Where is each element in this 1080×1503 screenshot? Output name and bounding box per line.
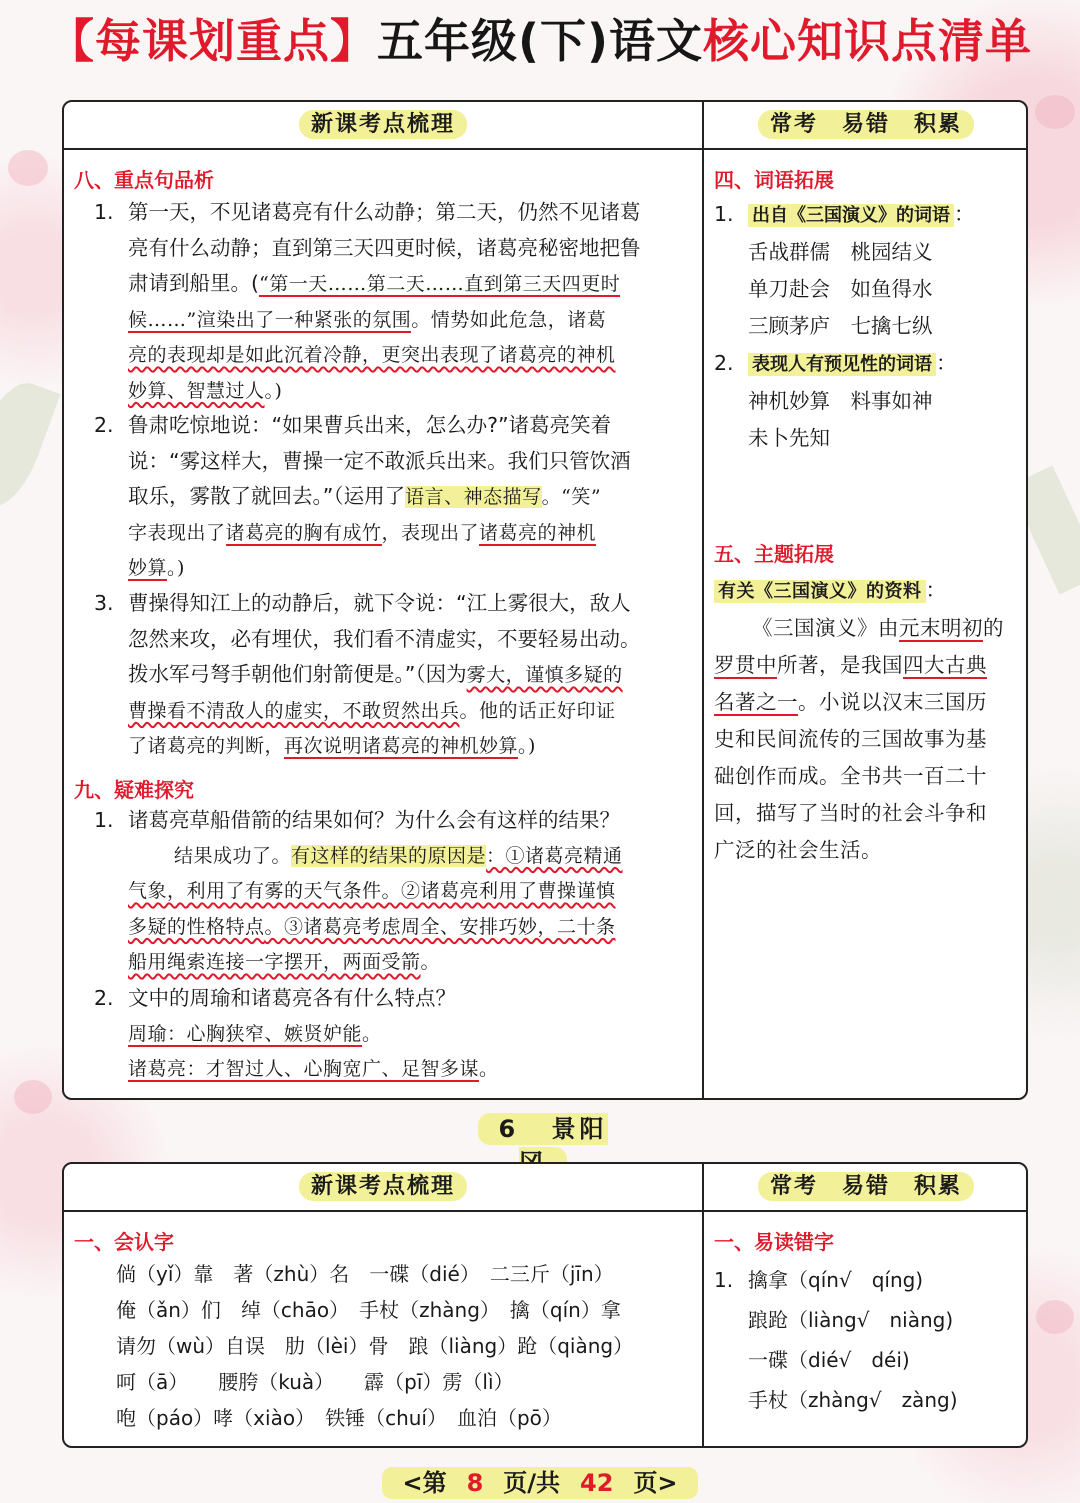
sentence-3: 3. 曹操得知江上的动静后，就下令说：“江上雾很大，敌人 忽然来攻，必有埋伏，我们看不清虚实，不要轻易出动。 拨水军弓弩手朝他们射箭便是。”（因为雾大，谨慎多疑的 曹操看不清敌人的虚实，不敢贸然出兵。他的话正好印证 了诸葛亮的判断，再次说明诸葛亮的神机妙算。) <box>94 591 641 757</box>
left-header: 新课考点梳理 <box>64 108 702 142</box>
petal-decoration <box>1036 1300 1074 1334</box>
right-header-2: 常考 易错 积累 <box>704 1170 1028 1204</box>
word-list-1: 1. 出自《三国演义》的词语 ： 舌战群儒 桃园结义 单刀赴会 如鱼得水 三顾茅庐 七擒七纵 2. 表现人有预见性的词语 ： 神机妙算 料事如神 未卜先知 <box>714 202 975 450</box>
question-1: 1. 诸葛亮草船借箭的结果如何？为什么会有这样的结果？ 结果成功了。有这样的结果的原因是：①诸葛亮精通 气象，利用了有雾的天气条件。②诸葛亮利用了曹操谨慎 多疑的性格特点。③诸葛亮考虑周全、安排巧妙，二十条 船用绳索连接一字摆开，两面受箭。 <box>94 808 623 973</box>
question-2: 2. 文中的周瑜和诸葛亮各有什么特点？ 周瑜：心胸狭窄、嫉贤妒能。 诸葛亮：才智过人、心胸宽广、足智多谋。 <box>94 986 499 1080</box>
theme-material: 有关《三国演义》的资料 ： 《三国演义》由元末明初的 罗贯中所著，是我国四大古典 名著之一。小说以汉末三国历 史和民间流传的三国故事为基 础创作而成。全书共一百二十 回，描写了当时的社会斗争和 广泛的社会生活。 <box>714 578 1004 862</box>
recognize-chars-grid: 倘（yǐ）靠 著（zhù）名 一碟（dié） 二三斤（jīn） 俺（ǎn）们 绰（chāo） 手杖（zhàng） 擒（qín）拿 请勿（wù）自误 肋（lèi）骨 踉（liàng）跄（qiàng） 呵（ā） 腰胯（kuà） 霹（pī）雳（lì） 咆（páo）哮（xiào） 铁锤（chuí） 血泊（pō） <box>116 1262 634 1430</box>
section-9-title: 九、疑难探究 <box>74 778 194 802</box>
petal-decoration <box>8 150 48 186</box>
misread-chars-list: 1. 擒拿（qín√ qíng) 踉跄（liàng√ niàng) 一碟（dié√ déi) 手杖（zhàng√ zàng) <box>714 1268 958 1412</box>
right-header: 常考 易错 积累 <box>704 108 1028 142</box>
title-part2: 五年级(下)语文 <box>376 14 704 68</box>
bottom-panel <box>62 1162 1028 1448</box>
title-part3: 核心知识点清单 <box>703 14 1033 68</box>
title-part1: 【每课划重点】 <box>47 14 377 68</box>
section-5-title: 五、主题拓展 <box>714 542 834 566</box>
petal-decoration <box>14 1080 52 1114</box>
section-4-title: 四、词语拓展 <box>714 168 834 192</box>
recognize-chars-title: 一、会认字 <box>74 1230 174 1254</box>
page-title <box>0 12 1080 70</box>
left-header-2: 新课考点梳理 <box>64 1170 702 1204</box>
lesson-title: 6 景阳 <box>470 1112 616 1146</box>
sentence-2: 2. 鲁肃吃惊地说：“如果曹兵出来，怎么办?”诸葛亮笑着 说：“雾这样大，曹操一定不敢派兵出来。我们只管饮酒 取乐，雾散了就回去。”（运用了语言、神态描写。“笑” 字表现出了诸葛亮的胸有成竹，表现出了诸葛亮的神机 妙算。) <box>94 413 631 579</box>
section-8-title: 八、重点句品析 <box>74 168 214 192</box>
top-panel <box>62 100 1028 1100</box>
page-indicator: <第 8 页/共 42 页> <box>0 1463 1080 1498</box>
sentence-1: 1. 第一天，不见诸葛亮有什么动静；第二天，仍然不见诸葛 亮有什么动静；直到第三天四更时候，诸葛亮秘密地把鲁 肃请到船里。(“第一天……第二天……直到第三天四更时 候……”渲染出了一种紧张的氛围。情势如此危急，诸葛 亮的表现却是如此沉着冷静，更突出表现了诸葛亮的神机 妙算、智慧过人。) <box>94 200 641 402</box>
misread-chars-title: 一、易读错字 <box>714 1230 834 1254</box>
leaf-decoration <box>0 374 60 517</box>
petal-decoration <box>1035 95 1075 129</box>
